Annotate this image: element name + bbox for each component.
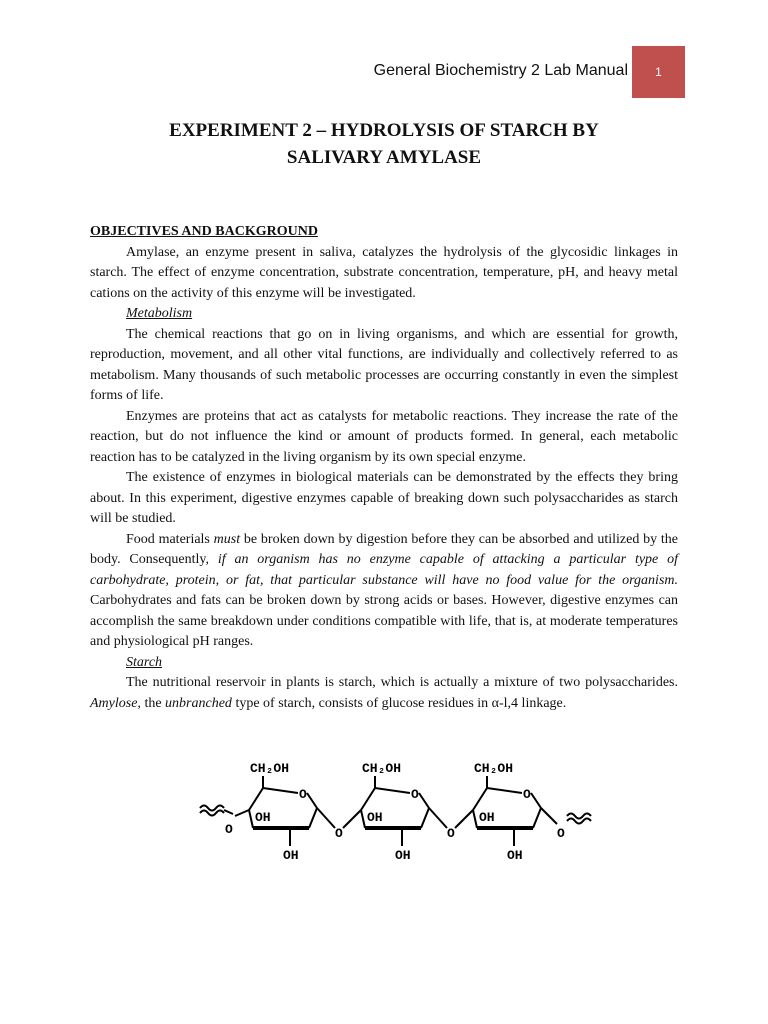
header-title: General Biochemistry 2 Lab Manual: [373, 62, 628, 79]
label-oh: OH: [507, 848, 523, 863]
emphasis-unbranched: unbranched: [165, 695, 232, 711]
emphasis-must: must: [213, 531, 241, 547]
title-line-1: EXPERIMENT 2 – HYDROLYSIS OF STARCH BY: [169, 120, 599, 141]
label-o: O: [557, 826, 565, 841]
text-run: Carbohydrates and fats can be broken down by strong acids or bases. However, digestive enzymes can accomplish the same breakdown under conditions compatible with life, that is, at moderate temperatures and physiological pH ranges.: [90, 593, 678, 649]
text-run: be broken down by digestion before they can be absorbed and utilized by the body. Consequently,: [90, 531, 678, 567]
label-ch2oh: CH₂OH: [362, 761, 402, 776]
label-oh: OH: [395, 848, 411, 863]
page-number-badge: [632, 46, 685, 98]
text-run: Food materials: [126, 531, 214, 547]
label-ch2oh: CH₂OH: [250, 761, 290, 776]
paragraph-metabolism-4: [90, 530, 678, 653]
label-o: O: [411, 787, 419, 802]
subheading-starch: Starch: [126, 654, 163, 670]
label-oh: OH: [255, 810, 271, 825]
label-oh: OH: [283, 848, 299, 863]
label-o: O: [335, 826, 343, 841]
section-heading-objectives: OBJECTIVES AND BACKGROUND: [90, 224, 318, 239]
main-content: [90, 222, 678, 714]
paragraph-metabolism-3: The existence of enzymes in biological materials can be demonstrated by the effects they bring about. In this experiment, digestive enzymes capable of breaking down such polysaccharides as starch will be studied.: [90, 470, 678, 526]
paragraph-metabolism-2: Enzymes are proteins that act as catalysts for metabolic reactions. They increase the rate of the reaction, but do not influence the kind or amount of products formed. In general, each metabolic reaction has to be catalyzed in the living organism by its own special enzyme.: [90, 408, 678, 465]
label-oh: OH: [479, 810, 495, 825]
text-run: The nutritional reservoir in plants is starch, which is actually a mixture of two polysaccharides.: [126, 675, 678, 690]
paragraph-metabolism-1: The chemical reactions that go on in living organisms, and which are essential for growth, reproduction, movement, and all other vital functions, are individually and collectively referred to as metabolism. Many thousands of such metabolic processes are occurring constantly in even the simplest forms of life.: [90, 326, 678, 403]
label-o: O: [299, 787, 307, 802]
label-o: O: [447, 826, 455, 841]
amylose-structure-diagram: [195, 758, 605, 868]
text-run: type of starch, consists of glucose residues in α-l,4 linkage.: [231, 695, 567, 711]
page-number: 1: [655, 65, 662, 79]
title-line-2: SALIVARY AMYLASE: [286, 147, 482, 168]
emphasis-statement: if an organism has no enzyme capable of attacking a particular type of carbohydrate, protein, or fat, that particular substance will have no food value for the organism.: [90, 552, 678, 588]
label-o: O: [523, 787, 531, 802]
document-title: [90, 117, 678, 171]
label-oh: OH: [367, 810, 383, 825]
emphasis-amylose: Amylose,: [90, 695, 141, 711]
paragraph-objectives: Amylase, an enzyme present in saliva, catalyzes the hydrolysis of the glycosidic linkages in starch. The effect of enzyme concentration, substrate concentration, temperature, pH, and heavy metal cations on the activity of this enzyme will be investigated.: [90, 244, 678, 301]
text-run: the: [140, 695, 166, 711]
label-ch2oh: CH₂OH: [474, 761, 514, 776]
label-o: O: [225, 822, 233, 837]
subheading-metabolism: Metabolism: [126, 306, 193, 321]
paragraph-starch: [90, 673, 678, 714]
